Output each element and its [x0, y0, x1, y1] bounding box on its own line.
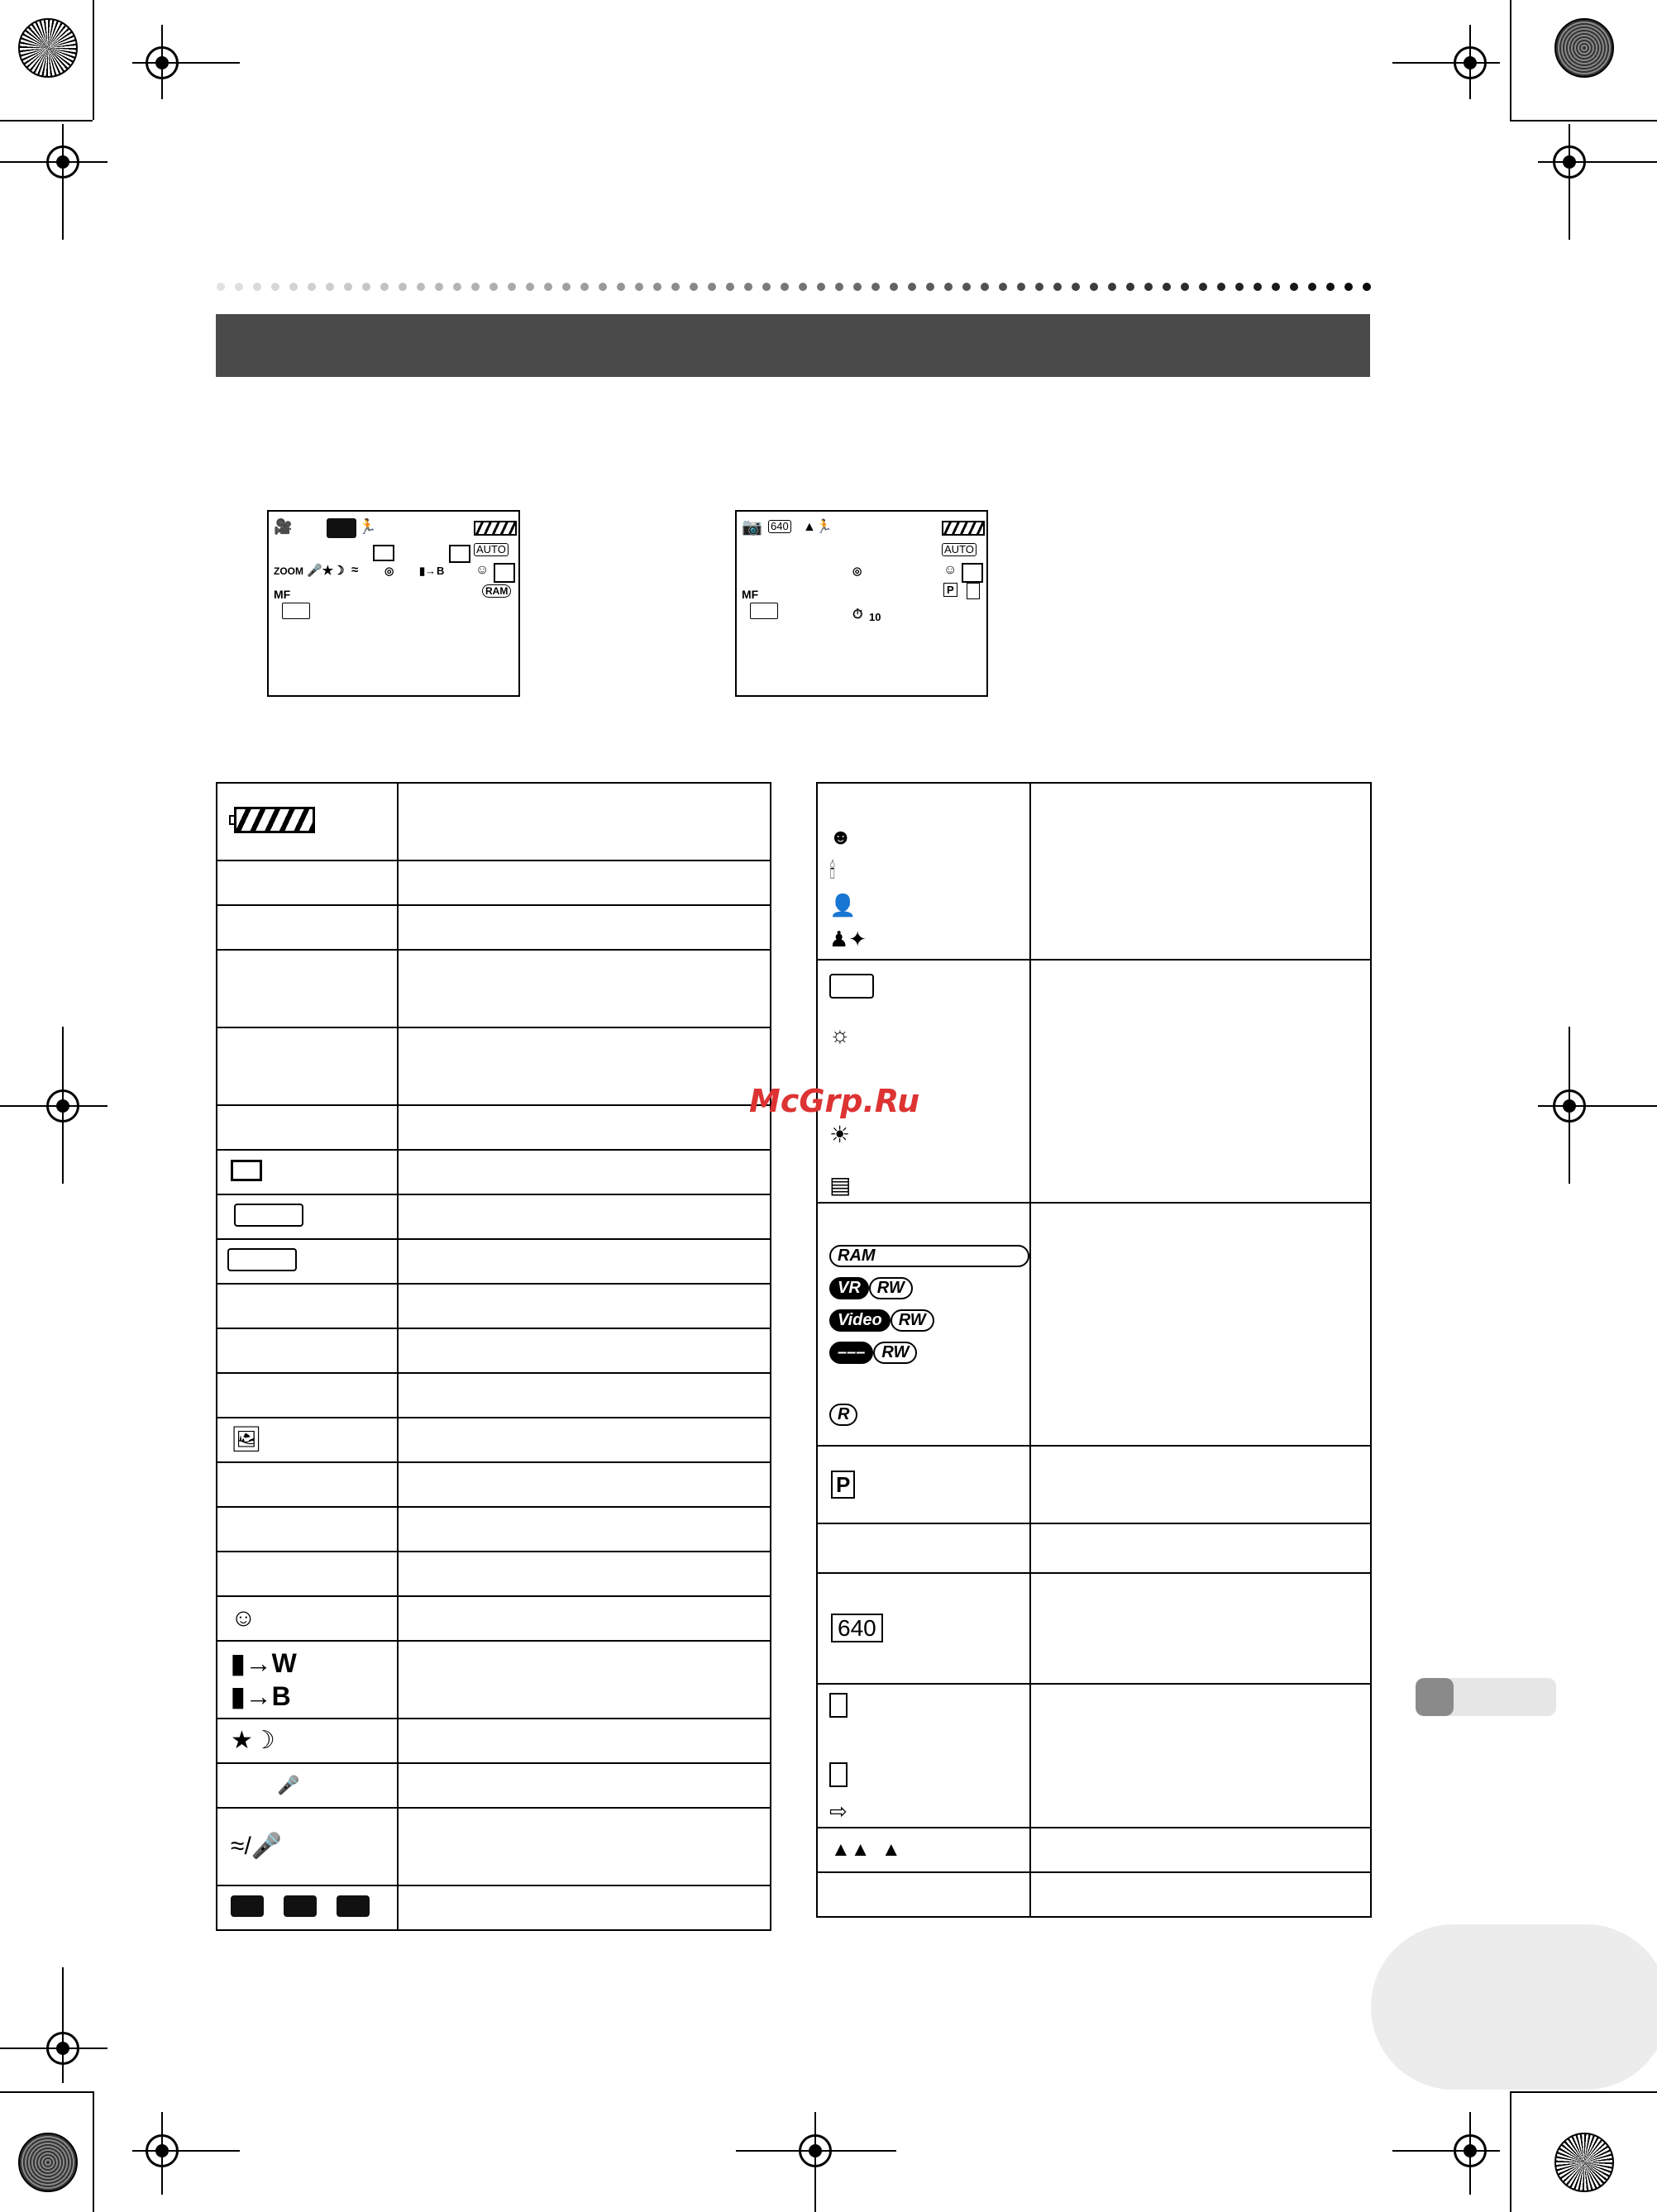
table-row [217, 1552, 398, 1596]
fade-label: B [437, 565, 445, 577]
header-dot [1290, 283, 1298, 291]
card-icon [967, 583, 980, 599]
fade-black-label: B [271, 1681, 291, 1711]
header-dot [1308, 283, 1316, 291]
header-dot [1181, 283, 1189, 291]
header-dot [708, 283, 716, 291]
spotlight-icon: 🕯 [829, 858, 836, 883]
disc-rw-label: RW [891, 1309, 934, 1332]
header-dot [1163, 283, 1171, 291]
table-row [817, 1872, 1030, 1917]
wind-noise-icon: ≈/🎤 [231, 1833, 283, 1860]
disc-rw-label: RW [873, 1342, 917, 1364]
crop-line [161, 25, 163, 99]
program-ae-icon [962, 563, 983, 583]
crop-line [132, 62, 240, 64]
header-dot [362, 283, 370, 291]
movie-camera-icon: 🎥 [274, 518, 293, 535]
table-row [817, 1573, 1030, 1684]
header-dot [399, 283, 407, 291]
header-dot [308, 283, 316, 291]
table-row [217, 1418, 398, 1462]
table-row [217, 783, 398, 860]
fade-icon: ▮→ [419, 565, 437, 577]
header-dot [962, 283, 971, 291]
program-ae-icon [494, 563, 515, 583]
header-dot [944, 283, 953, 291]
crop-line [93, 0, 94, 120]
table-row [217, 1239, 398, 1284]
header-dot [835, 283, 843, 291]
mf-label: MF [274, 588, 291, 601]
header-dot [471, 283, 480, 291]
header-dot [799, 283, 807, 291]
crop-line [1392, 2150, 1500, 2152]
header-dot [1363, 283, 1371, 291]
table-row [217, 1808, 398, 1885]
p-mark-label: P [831, 1471, 855, 1499]
crop-line [1569, 1027, 1570, 1184]
disc-ram-label: RAM [829, 1245, 1029, 1267]
fade-white-label: W [271, 1648, 297, 1678]
table-row [817, 783, 1030, 960]
header-dot [1217, 283, 1225, 291]
crop-line [161, 2112, 163, 2195]
picture-quality-icon: ▲▲ ▲ [831, 1838, 901, 1861]
header-dot [562, 283, 571, 291]
motion-picture-screen [267, 510, 520, 697]
crop-line [1569, 124, 1570, 240]
table-row [217, 1596, 398, 1641]
crop-line [1392, 62, 1500, 64]
table-row [817, 1828, 1030, 1872]
registration-disc-bottom-right [1554, 2133, 1614, 2192]
header-dot [671, 283, 680, 291]
registration-disc-bottom-left [18, 2133, 78, 2192]
recording-mode-block [337, 1895, 370, 1917]
header-dot [599, 283, 607, 291]
table-row [217, 1150, 398, 1194]
header-dot [489, 283, 498, 291]
header-dot [853, 283, 862, 291]
snow-icon: 👤 [829, 893, 857, 918]
battery-icon [474, 521, 517, 536]
header-dot [1253, 283, 1262, 291]
manual-wb-icon: ▤ [829, 1172, 852, 1198]
crop-line [0, 161, 107, 163]
fade-white-icon: ▮→ [231, 1648, 272, 1678]
crop-line [736, 2150, 896, 2152]
still-picture-screen [735, 510, 988, 697]
header-dot [417, 283, 425, 291]
soft-skin-icon: ☺ [231, 1604, 256, 1632]
disc-vr-label: VR [829, 1277, 869, 1299]
chapter-tab [1416, 1678, 1556, 1716]
wind-cut-icon: ≈ [351, 563, 359, 577]
section-title-bar [216, 314, 1370, 377]
recording-mode-block [327, 518, 356, 538]
left-indication-table [216, 782, 771, 1931]
header-dot [1053, 283, 1062, 291]
still-camera-icon: 📷 [742, 518, 762, 536]
header-dot [726, 283, 734, 291]
soft-skin-icon: ☺ [943, 563, 957, 577]
mode-frame-icon [234, 1204, 303, 1227]
table-row [217, 860, 398, 905]
auto-mode-label: AUTO [942, 543, 977, 556]
crop-line [0, 1105, 107, 1107]
crop-line [0, 2091, 93, 2093]
table-row [217, 1462, 398, 1507]
p-mark-label: P [943, 583, 957, 597]
header-dot-row [217, 281, 1371, 293]
disc-rw-label: RW [869, 1277, 913, 1299]
header-dot [253, 283, 261, 291]
face-detect-icon: ◎ [384, 565, 394, 577]
resolution-label: 640 [831, 1614, 883, 1642]
crop-line [0, 120, 93, 122]
wide-mode-icon [231, 1160, 262, 1181]
disc-ram-icon: RAM [482, 584, 511, 598]
mf-focus-box [282, 603, 310, 619]
header-dot [1144, 283, 1153, 291]
white-balance-auto-icon [829, 974, 874, 999]
table-row [817, 960, 1030, 1203]
crop-line [62, 1027, 64, 1184]
night-view-icon: ★☽ [231, 1727, 275, 1754]
header-dot [453, 283, 461, 291]
header-dot [1199, 283, 1207, 291]
table-row [817, 1684, 1030, 1828]
card-write-icon: ⇨ [829, 1799, 848, 1823]
header-dot [1017, 283, 1025, 291]
header-dot [890, 283, 898, 291]
disc-r-label: R [829, 1404, 857, 1426]
watermark: McGrp.Ru [749, 1083, 920, 1119]
table-row [817, 1446, 1030, 1523]
page-number-blob [1371, 1924, 1657, 2090]
crop-line [1510, 2091, 1657, 2093]
face-detect-icon: ◎ [852, 565, 862, 577]
crop-line [62, 1967, 64, 2083]
header-dot [908, 283, 916, 291]
header-dot [1108, 283, 1116, 291]
disc-video-label: Video [829, 1309, 891, 1332]
table-row [817, 1203, 1030, 1446]
registration-disc-top-left [18, 18, 78, 78]
table-row [217, 905, 398, 950]
registration-disc-top-right [1554, 18, 1614, 78]
backlight-icon [449, 545, 470, 563]
mf-label: MF [742, 588, 759, 601]
table-row [217, 1194, 398, 1239]
header-dot [871, 283, 880, 291]
table-row [217, 1373, 398, 1418]
mic-icon: 🎤 [277, 1774, 300, 1795]
mode-frame-icon-2 [227, 1248, 297, 1271]
header-dot [217, 283, 225, 291]
table-row [217, 1719, 398, 1763]
mic-icon: 🎤★☽ [307, 564, 345, 578]
header-dot [526, 283, 534, 291]
header-dot [580, 283, 589, 291]
battery-icon [234, 807, 315, 833]
crop-line [814, 2112, 816, 2212]
table-row [217, 1763, 398, 1808]
header-dot [1344, 283, 1353, 291]
right-indication-table [816, 782, 1372, 1918]
crop-line [1510, 120, 1657, 122]
table-row [217, 1328, 398, 1373]
zoom-label: ZOOM [274, 565, 303, 577]
header-dot [326, 283, 334, 291]
header-dot [690, 283, 698, 291]
wide-mode-icon [373, 545, 394, 561]
header-dot [435, 283, 443, 291]
crop-line [132, 2150, 240, 2152]
header-dot [289, 283, 298, 291]
table-row [217, 1105, 398, 1150]
header-dot [653, 283, 661, 291]
header-dot [1126, 283, 1134, 291]
scene-mode-sports-icon: 🏃 [358, 518, 377, 535]
battery-icon [942, 521, 985, 536]
self-timer-label: 10 [869, 611, 881, 623]
crop-line [1510, 0, 1511, 120]
card-icon [829, 1693, 848, 1718]
resolution-label: 640 [768, 520, 791, 533]
table-row [217, 1027, 398, 1105]
table-row [217, 950, 398, 1027]
header-dot [762, 283, 771, 291]
header-dot [1090, 283, 1098, 291]
crop-line [1469, 25, 1471, 99]
table-row [217, 1885, 398, 1930]
mf-focus-box [750, 603, 778, 619]
table-row [217, 1284, 398, 1328]
surf-icon: ♟✦ [829, 927, 867, 951]
header-dot [1235, 283, 1244, 291]
header-dot [1035, 283, 1043, 291]
header-dot [635, 283, 643, 291]
header-dot [1272, 283, 1280, 291]
header-dot [817, 283, 825, 291]
header-dot [508, 283, 516, 291]
crop-line [1538, 1105, 1657, 1107]
header-dot [781, 283, 789, 291]
crop-line [1469, 2112, 1471, 2195]
auto-mode-label: AUTO [474, 543, 509, 556]
table-row [817, 1523, 1030, 1573]
header-dot [271, 283, 279, 291]
outdoor-mode-icon: ☀ [829, 1122, 851, 1147]
indoor-mode-icon: ☼ [829, 1022, 851, 1047]
crop-line [1510, 2091, 1511, 2212]
recording-mode-block [231, 1895, 264, 1917]
backlight-icon: 🖼 [231, 1426, 263, 1453]
crop-line [93, 2091, 94, 2212]
table-row [217, 1641, 398, 1719]
header-dot [926, 283, 934, 291]
portrait-icon: ☻ [829, 824, 852, 849]
header-dot [544, 283, 552, 291]
header-dot [1326, 283, 1335, 291]
soft-skin-icon: ☺ [475, 563, 489, 577]
header-dot [235, 283, 243, 291]
crop-line [62, 124, 64, 240]
self-timer-icon: ⏱ [852, 608, 863, 622]
crop-line [0, 2048, 107, 2049]
header-dot [1072, 283, 1080, 291]
header-dot [981, 283, 989, 291]
header-dot [617, 283, 625, 291]
header-dot [380, 283, 389, 291]
crop-line [1538, 161, 1657, 163]
header-dot [999, 283, 1007, 291]
header-dot [744, 283, 752, 291]
recording-mode-block [284, 1895, 317, 1917]
fade-black-icon: ▮→ [231, 1681, 272, 1711]
card-icon-2 [829, 1762, 848, 1787]
header-dot [344, 283, 352, 291]
picture-quality-icon: ▲🏃 [803, 520, 833, 534]
table-row [217, 1507, 398, 1552]
disc-unformatted-icon: ––– [829, 1342, 873, 1364]
